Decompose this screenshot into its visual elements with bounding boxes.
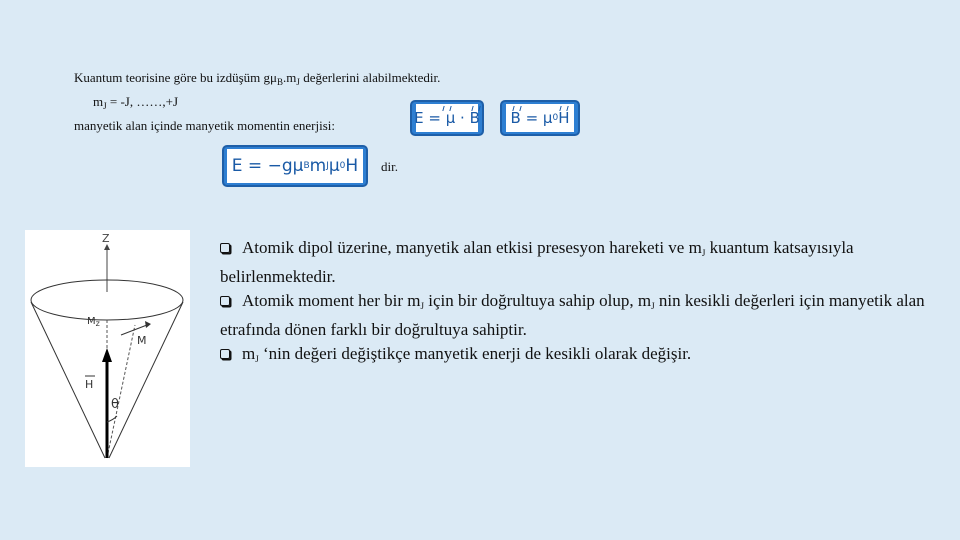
text-segment: için bir doğrultuya sahip olup, m bbox=[424, 291, 652, 310]
m-vector-arrowhead bbox=[145, 321, 151, 328]
subscript-b: B bbox=[303, 161, 310, 171]
checkbox-bullet-icon bbox=[220, 243, 230, 253]
text-segment: nin kesikli değerleri için manyetik alan etrafında dönen farklı bir doğrultuya sahiptir. bbox=[220, 291, 925, 339]
subscript-j: J bbox=[103, 101, 107, 111]
intro-line-projection bbox=[74, 71, 440, 87]
z-axis-label: Z bbox=[102, 232, 110, 245]
mz-label-sub: z bbox=[95, 319, 100, 328]
mu-vector: μ bbox=[440, 109, 456, 127]
subscript-j: J bbox=[651, 301, 655, 311]
bullet-item bbox=[220, 342, 935, 371]
cone-diagram bbox=[25, 230, 190, 467]
formula-energy-full-text: E = −gμ B m J μ 0 H bbox=[227, 149, 363, 183]
text-segment: Atomik moment her bir m bbox=[242, 291, 421, 310]
subscript-j: J bbox=[701, 248, 706, 258]
intro-line-energy: manyetik alan içinde manyetik momentin enerjisi: bbox=[74, 118, 336, 133]
text-segment: m bbox=[242, 344, 256, 363]
h-label: H bbox=[85, 378, 94, 391]
text-segment: Kuantum teorisine göre bu izdüşüm gμ bbox=[74, 70, 278, 85]
subscript-j: J bbox=[420, 301, 424, 311]
h-field-arrowhead bbox=[102, 348, 112, 362]
subscript-zero: 0 bbox=[339, 161, 346, 171]
subscript-j: J bbox=[255, 354, 259, 364]
formula-energy-full bbox=[222, 145, 368, 187]
text-segment: kuantum katsayısıyla belirlenmektedir. bbox=[220, 238, 854, 286]
mz-label bbox=[87, 316, 100, 328]
text-segment: Atomik dipol üzerine, manyetik alan etkisi presesyon hareketi ve m bbox=[242, 238, 702, 257]
intro-line-mj-range bbox=[93, 95, 178, 111]
text-segment: değerlerini alabilmektedir. bbox=[299, 70, 441, 85]
mz-label-main: M bbox=[87, 316, 96, 327]
precession-cone-figure bbox=[25, 230, 190, 467]
m-label: M bbox=[137, 334, 147, 347]
b-vector: B bbox=[510, 109, 521, 127]
suffix-dir: dir. bbox=[381, 159, 398, 174]
text-segment: ‘nin değeri değiştikçe manyetik enerji de kesikli olarak değişir. bbox=[258, 344, 692, 363]
text-segment: m bbox=[93, 94, 104, 109]
text-segment: .m bbox=[283, 70, 297, 85]
checkbox-bullet-icon bbox=[220, 349, 230, 359]
checkbox-bullet-icon bbox=[220, 296, 230, 306]
subscript-j: J bbox=[326, 161, 329, 171]
formula-field-text: B = μ 0 H bbox=[506, 104, 574, 132]
formula-energy-dot bbox=[410, 100, 484, 136]
b-vector: B bbox=[469, 109, 480, 127]
text-segment: = -J, ……,+J bbox=[106, 94, 179, 109]
bullet-list bbox=[220, 236, 935, 371]
theta-label: θ bbox=[111, 397, 119, 412]
subscript-b: B bbox=[277, 77, 284, 87]
subscript-j: J bbox=[296, 77, 300, 87]
bullet-item bbox=[220, 236, 935, 289]
formula-field bbox=[500, 100, 580, 136]
formula-energy-dot-text: E = μ · B bbox=[416, 104, 478, 132]
bullet-item bbox=[220, 289, 935, 342]
h-vector: H bbox=[558, 109, 570, 127]
moment-dashed-line bbox=[107, 325, 135, 458]
subscript-zero: 0 bbox=[552, 113, 559, 123]
